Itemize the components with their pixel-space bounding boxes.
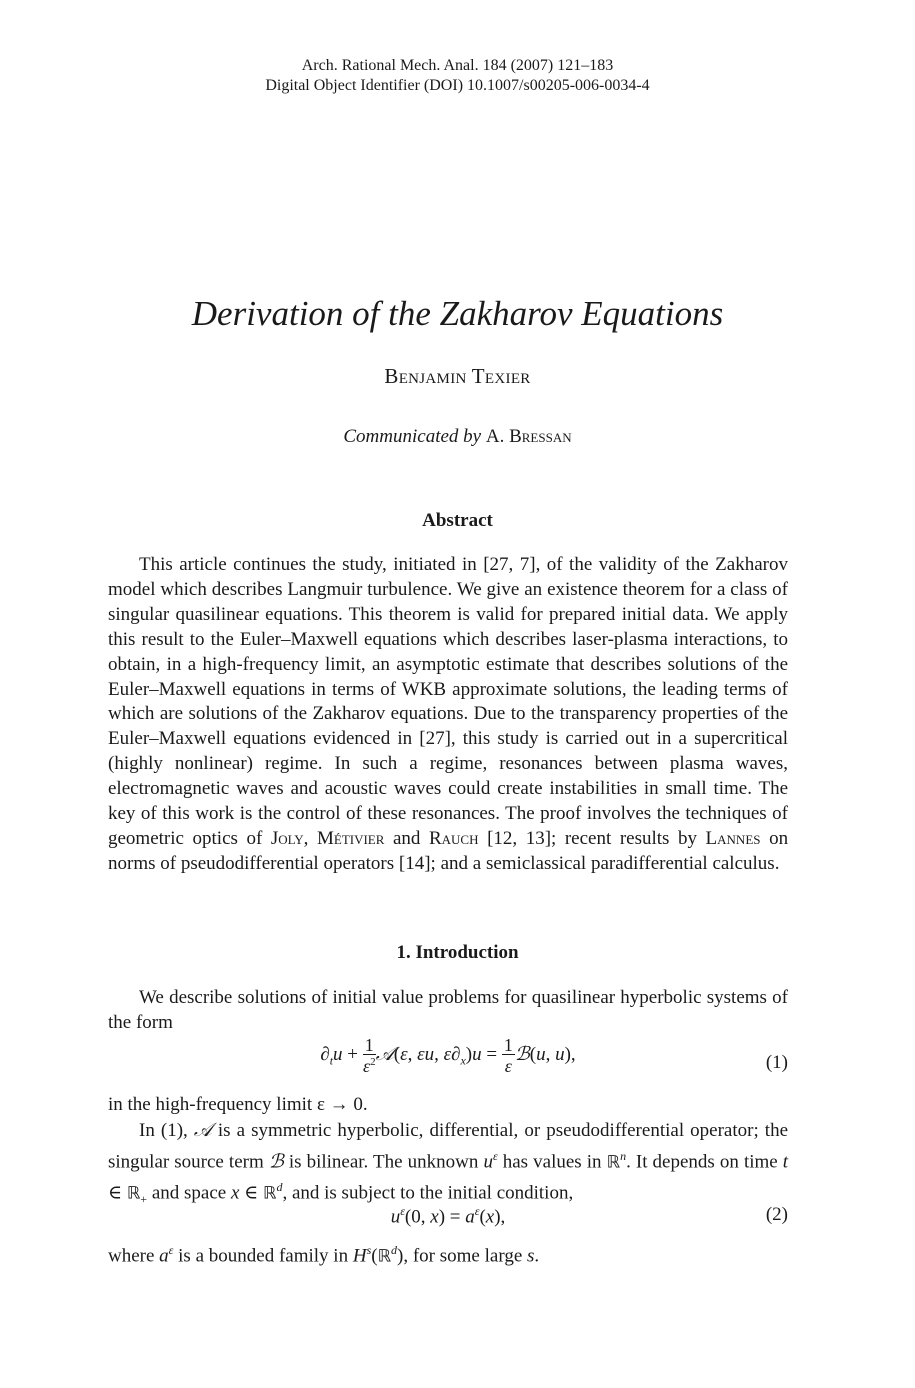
name-lannes: Lannes bbox=[705, 827, 761, 849]
p3-d: has values in bbox=[502, 1151, 602, 1173]
name-joly: Joly bbox=[270, 827, 304, 849]
abstract-sep-2: and bbox=[392, 827, 421, 849]
section-heading: 1. Introduction bbox=[396, 942, 519, 963]
p3-e: . It depends on time bbox=[626, 1151, 778, 1173]
p4-d: . bbox=[534, 1245, 540, 1267]
journal-header bbox=[0, 56, 915, 96]
p3-b: is a symmetric hyperbolic, differential, or pseudodifferential operator; the singular source term bbox=[108, 1120, 789, 1173]
p3-f: and space bbox=[151, 1182, 227, 1204]
abstract-part-3: on norms of pseudodifferential operators [14]; and a semiclassical paradifferential calculus. bbox=[108, 827, 789, 874]
abstract-part-2: [12, 13]; recent results by bbox=[487, 827, 697, 849]
communicator-name: A. Bressan bbox=[485, 426, 572, 447]
p3-c: is bilinear. The unknown bbox=[288, 1151, 479, 1173]
abstract-heading: Abstract bbox=[422, 510, 493, 531]
equation-1-number: (1) bbox=[765, 1052, 788, 1073]
paper-title: Derivation of the Zakharov Equations bbox=[191, 294, 724, 333]
intro-paragraph-1: We describe solutions of initial value problems for quasilinear hyperbolic systems of the form bbox=[108, 987, 788, 1033]
p4-b: is a bounded family in bbox=[178, 1245, 349, 1267]
p3-g: , and is subject to the initial condition, bbox=[282, 1182, 574, 1204]
p4-c: , for some large bbox=[403, 1245, 523, 1267]
p3-a: In (1), bbox=[139, 1120, 188, 1141]
name-rauch: Rauch bbox=[428, 827, 479, 849]
abstract-sep-1: , bbox=[303, 827, 309, 849]
doi-line: Digital Object Identifier (DOI) 10.1007/s00205-006-0034-4 bbox=[265, 77, 650, 94]
intro-paragraph-2: in the high-frequency limit ε → 0. bbox=[108, 1094, 368, 1115]
equation-2 bbox=[108, 1204, 788, 1230]
abstract-part-1: This article continues the study, initiated in [27, 7], of the validity of the Zakharov model which describes Langmuir turbulence. We give an existence theorem for a class of singular quasilinear equations. This theorem is valid for prepared initial data. We apply this result to the Euler–Maxwell equations which describes laser-plasma interactions, to obtain, in a high-frequency limit, an asymptotic estimate that describes solutions of the Euler–Maxwell equations in terms of WKB approximate solutions, the leading terms of which are solutions of the Zakharov equations. Due to the transparency properties of the Euler–Maxwell equations evidenced in [27], this study is carried out in a supercritical (highly nonlinear) regime. In such a regime, resonances between plasma waves, electromagnetic waves and acoustic waves could create instabilities in small time. The key of this work is the control of these resonances. The proof involves the techniques of geometric optics of bbox=[108, 554, 788, 849]
communicated-prefix: Communicated by bbox=[343, 426, 482, 447]
intro-paragraph-4: where $a^\varepsilon$ is a bounded family in $H^s(ℝ^d)$, for some large s. bbox=[108, 1243, 540, 1267]
equation-1-body: $\partial_tu$ + $\frac{1}{\varepsilon^2}$ 𝒜(ε, εu, $\varepsilon\partial_x)u$ = $\frac{1}{\varepsilon}$ ℬ(u, u), bbox=[320, 1035, 576, 1076]
abstract-text bbox=[108, 553, 788, 877]
equation-2-body: $u^\varepsilon(0$, $x) = a^\varepsilon(x)$, bbox=[390, 1204, 506, 1228]
equation-1 bbox=[108, 1036, 788, 1096]
name-metivier: Métivier bbox=[316, 827, 385, 849]
equation-2-number: (2) bbox=[765, 1204, 788, 1225]
journal-citation: Arch. Rational Mech. Anal. 184 (2007) 121–183 bbox=[301, 57, 614, 74]
p4-a: where bbox=[108, 1245, 155, 1267]
communicated-line bbox=[0, 426, 915, 448]
intro-paragraph-3: In (1), 𝒜 is a symmetric hyperbolic, differential, or pseudodifferential operator; the singular source term ℬ is bilinear. The unknown $u^\varepsilon$ has values in ℝ$^n$. It depends on time t ∈ ℝ$_+$ and space x ∈ ℝ$^d$, and is subject to the initial condition, bbox=[108, 1119, 789, 1207]
author-name: Benjamin Texier bbox=[384, 364, 531, 388]
